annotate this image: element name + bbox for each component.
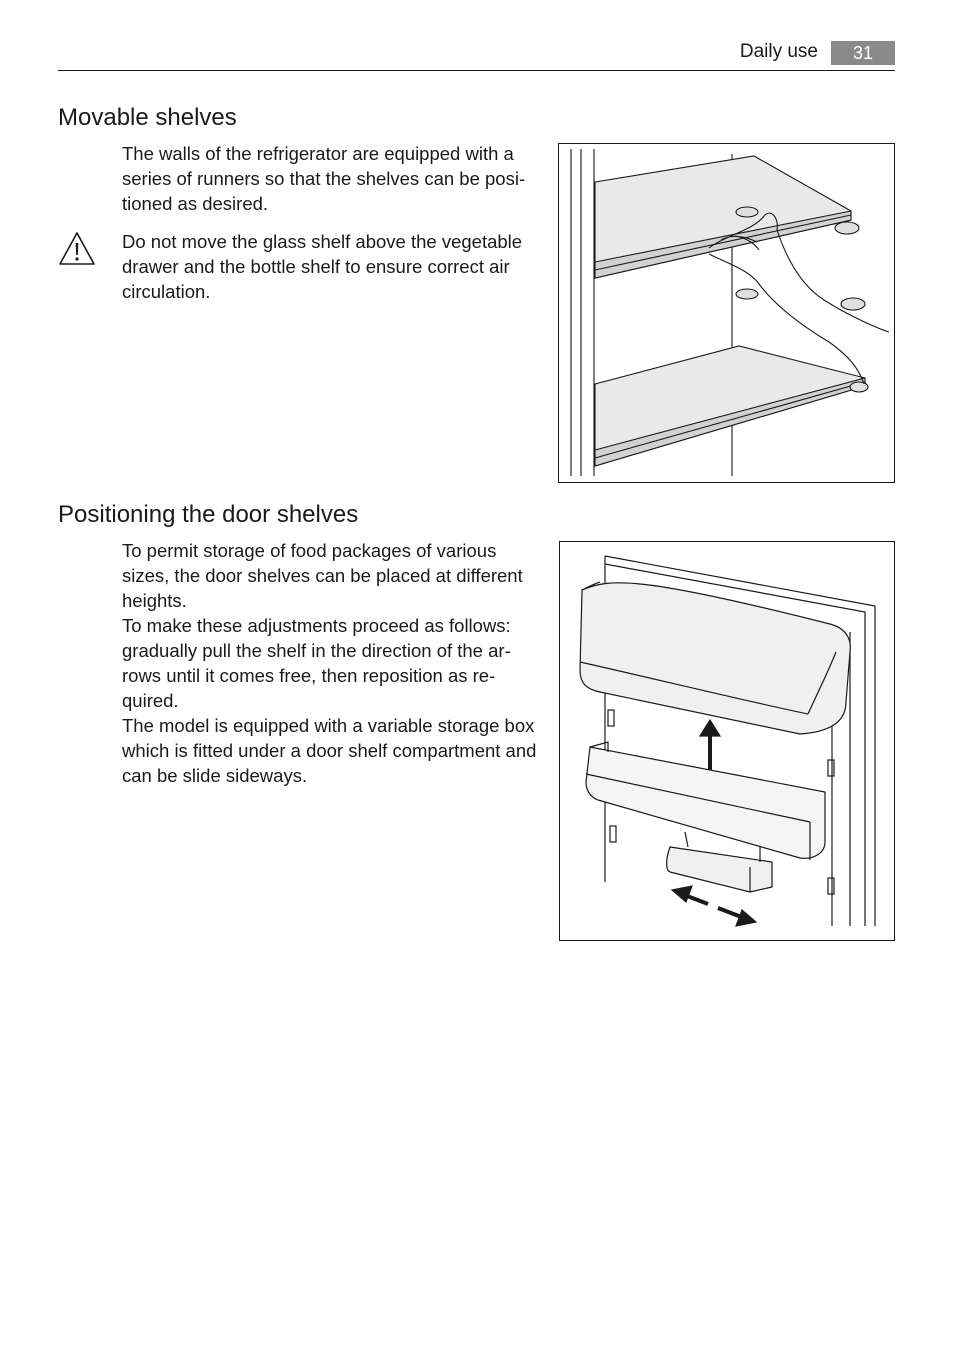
header-divider <box>58 70 895 71</box>
page-number-badge: 31 <box>831 41 895 65</box>
door-shelves-paragraph-1: To permit storage of food packages of various sizes, the door shelves can be placed at different heights. <box>122 540 523 611</box>
shelf-runners-drawing <box>559 144 894 482</box>
header-section-label: Daily use <box>739 41 818 62</box>
movable-shelves-paragraph: The walls of the refrigerator are equipped with a series of runners so that the shelves can be posi- tioned as desired. <box>122 143 526 214</box>
door-shelves-paragraph-3: The model is equipped with a variable storage box which is fitted under a door shelf compartment and can be slide sideways. <box>122 715 537 786</box>
warning-triangle-icon <box>57 230 97 268</box>
door-shelves-title: Positioning the door shelves <box>58 501 359 528</box>
door-shelves-illustration <box>559 541 895 941</box>
door-shelf-drawing <box>560 542 894 940</box>
movable-shelves-illustration <box>558 143 895 483</box>
door-shelves-paragraph-2: To make these adjustments proceed as follows: gradually pull the shelf in the direction of the ar- rows until it comes free, then reposition as re- quired. <box>122 615 511 711</box>
movable-shelves-warning: Do not move the glass shelf above the vegetable drawer and the bottle shelf to ensure correct air circulation. <box>122 231 523 302</box>
movable-shelves-title: Movable shelves <box>58 104 237 131</box>
